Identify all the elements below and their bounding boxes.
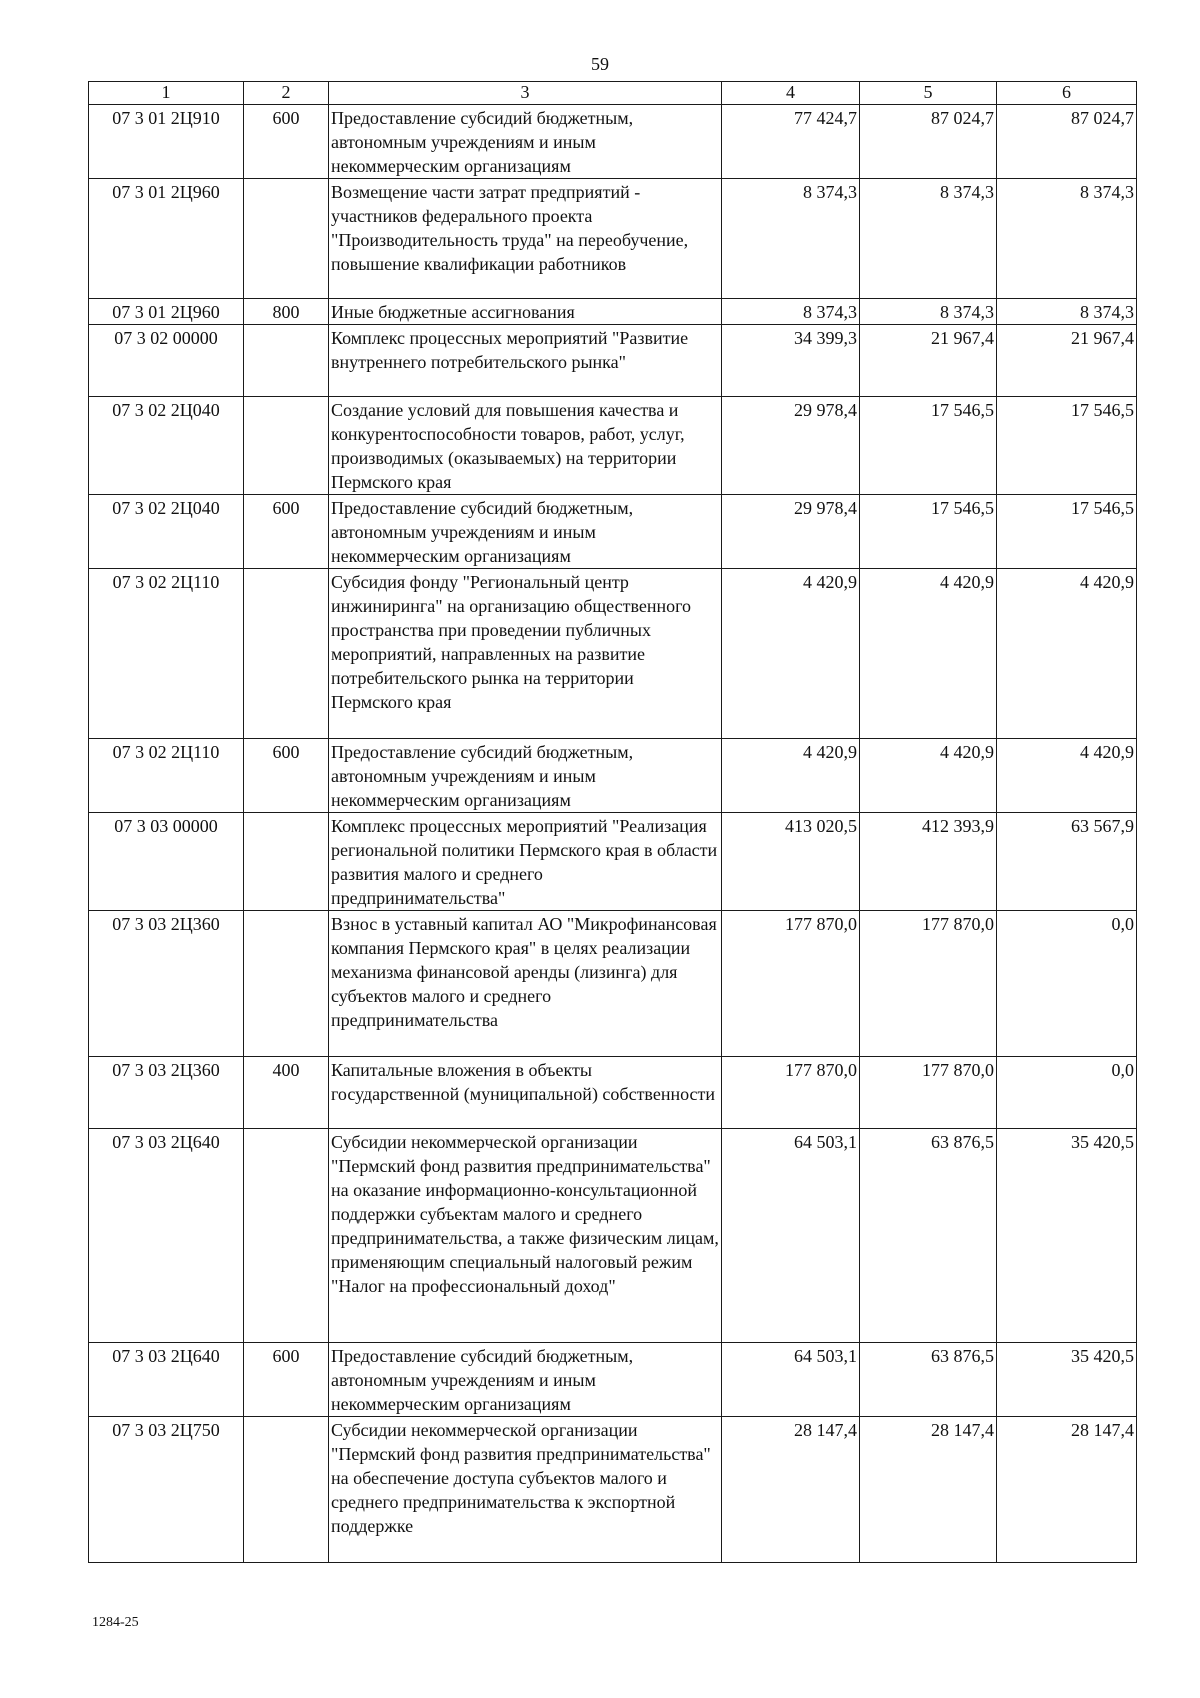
column-header: 6 bbox=[997, 82, 1137, 105]
row-value-col5: 412 393,9 bbox=[860, 813, 997, 911]
row-code: 07 3 01 2Ц960 bbox=[89, 179, 244, 299]
row-code: 07 3 02 2Ц110 bbox=[89, 739, 244, 813]
row-value-col6: 28 147,4 bbox=[997, 1417, 1137, 1563]
header-row bbox=[89, 82, 1137, 105]
row-name: Предоставление субсидий бюджетным, автономным учреждениям и иным некоммерческим организациям bbox=[329, 105, 722, 179]
table-row bbox=[89, 299, 1137, 325]
row-expense-type bbox=[244, 911, 329, 1057]
column-header: 2 bbox=[244, 82, 329, 105]
row-expense-type: 800 bbox=[244, 299, 329, 325]
row-expense-type bbox=[244, 569, 329, 739]
column-header: 3 bbox=[329, 82, 722, 105]
row-value-col4: 4 420,9 bbox=[722, 739, 860, 813]
column-header: 5 bbox=[860, 82, 997, 105]
row-code: 07 3 03 2Ц640 bbox=[89, 1343, 244, 1417]
row-name: Иные бюджетные ассигнования bbox=[329, 299, 722, 325]
row-name: Предоставление субсидий бюджетным, автономным учреждениям и иным некоммерческим организациям bbox=[329, 495, 722, 569]
row-code: 07 3 01 2Ц960 bbox=[89, 299, 244, 325]
row-value-col6: 4 420,9 bbox=[997, 569, 1137, 739]
row-value-col5: 63 876,5 bbox=[860, 1343, 997, 1417]
row-value-col4: 77 424,7 bbox=[722, 105, 860, 179]
row-expense-type bbox=[244, 813, 329, 911]
row-name: Предоставление субсидий бюджетным, автономным учреждениям и иным некоммерческим организациям bbox=[329, 1343, 722, 1417]
row-value-col4: 29 978,4 bbox=[722, 397, 860, 495]
row-value-col6: 17 546,5 bbox=[997, 397, 1137, 495]
row-value-col4: 64 503,1 bbox=[722, 1129, 860, 1343]
row-code: 07 3 03 2Ц360 bbox=[89, 911, 244, 1057]
row-value-col4: 177 870,0 bbox=[722, 1057, 860, 1129]
document-code: 1284-25 bbox=[92, 1615, 139, 1630]
column-header: 1 bbox=[89, 82, 244, 105]
row-code: 07 3 02 2Ц040 bbox=[89, 495, 244, 569]
column-header: 4 bbox=[722, 82, 860, 105]
row-code: 07 3 03 00000 bbox=[89, 813, 244, 911]
row-value-col4: 28 147,4 bbox=[722, 1417, 860, 1563]
row-value-col6: 17 546,5 bbox=[997, 495, 1137, 569]
table-row bbox=[89, 105, 1137, 179]
table-row bbox=[89, 569, 1137, 739]
table-row bbox=[89, 495, 1137, 569]
row-value-col5: 8 374,3 bbox=[860, 299, 997, 325]
row-value-col6: 8 374,3 bbox=[997, 179, 1137, 299]
row-value-col4: 29 978,4 bbox=[722, 495, 860, 569]
table-row bbox=[89, 1417, 1137, 1563]
row-expense-type: 600 bbox=[244, 1343, 329, 1417]
budget-table bbox=[88, 81, 1137, 1563]
row-value-col6: 35 420,5 bbox=[997, 1343, 1137, 1417]
row-value-col6: 0,0 bbox=[997, 1057, 1137, 1129]
row-value-col4: 64 503,1 bbox=[722, 1343, 860, 1417]
row-name: Взнос в уставный капитал АО "Микрофинансовая компания Пермского края" в целях реализации механизма финансовой аренды (лизинга) для субъектов малого и среднего предпринимательства bbox=[329, 911, 722, 1057]
row-expense-type bbox=[244, 397, 329, 495]
row-expense-type: 600 bbox=[244, 495, 329, 569]
row-value-col4: 34 399,3 bbox=[722, 325, 860, 397]
table-row bbox=[89, 1129, 1137, 1343]
row-name: Комплекс процессных мероприятий "Реализация региональной политики Пермского края в области развития малого и среднего предпринимательства" bbox=[329, 813, 722, 911]
row-code: 07 3 02 00000 bbox=[89, 325, 244, 397]
row-value-col5: 4 420,9 bbox=[860, 569, 997, 739]
row-name: Субсидии некоммерческой организации "Пермский фонд развития предпринимательства" на обеспечение доступа субъектов малого и среднего предпринимательства к экспортной поддержке bbox=[329, 1417, 722, 1563]
row-value-col5: 87 024,7 bbox=[860, 105, 997, 179]
row-code: 07 3 02 2Ц110 bbox=[89, 569, 244, 739]
row-name: Создание условий для повышения качества и конкурентоспособности товаров, работ, услуг, производимых (оказываемых) на территории Пермского края bbox=[329, 397, 722, 495]
page-number: 59 bbox=[591, 54, 609, 74]
row-value-col6: 4 420,9 bbox=[997, 739, 1137, 813]
row-value-col5: 17 546,5 bbox=[860, 495, 997, 569]
row-expense-type bbox=[244, 1129, 329, 1343]
row-name: Субсидии некоммерческой организации "Пермский фонд развития предпринимательства" на оказание информационно-консультационной поддержки субъектам малого и среднего предпринимательства, а также физическим лицам, применяющим специальный налоговый режим "Налог на профессиональный доход" bbox=[329, 1129, 722, 1343]
row-expense-type bbox=[244, 1417, 329, 1563]
row-expense-type: 400 bbox=[244, 1057, 329, 1129]
row-name: Возмещение части затрат предприятий - участников федерального проекта "Производительность труда" на переобучение, повышение квалификации работников bbox=[329, 179, 722, 299]
row-code: 07 3 03 2Ц750 bbox=[89, 1417, 244, 1563]
row-value-col5: 177 870,0 bbox=[860, 911, 997, 1057]
row-value-col6: 8 374,3 bbox=[997, 299, 1137, 325]
row-value-col5: 28 147,4 bbox=[860, 1417, 997, 1563]
row-value-col5: 17 546,5 bbox=[860, 397, 997, 495]
row-expense-type bbox=[244, 179, 329, 299]
row-value-col4: 177 870,0 bbox=[722, 911, 860, 1057]
row-value-col5: 21 967,4 bbox=[860, 325, 997, 397]
row-value-col5: 8 374,3 bbox=[860, 179, 997, 299]
row-value-col4: 8 374,3 bbox=[722, 179, 860, 299]
row-value-col6: 35 420,5 bbox=[997, 1129, 1137, 1343]
table-row bbox=[89, 397, 1137, 495]
table-row bbox=[89, 325, 1137, 397]
row-expense-type: 600 bbox=[244, 739, 329, 813]
row-code: 07 3 03 2Ц360 bbox=[89, 1057, 244, 1129]
row-value-col6: 87 024,7 bbox=[997, 105, 1137, 179]
row-code: 07 3 01 2Ц910 bbox=[89, 105, 244, 179]
row-expense-type bbox=[244, 325, 329, 397]
row-code: 07 3 03 2Ц640 bbox=[89, 1129, 244, 1343]
row-name: Капитальные вложения в объекты государственной (муниципальной) собственности bbox=[329, 1057, 722, 1129]
row-value-col6: 0,0 bbox=[997, 911, 1137, 1057]
row-code: 07 3 02 2Ц040 bbox=[89, 397, 244, 495]
row-value-col5: 63 876,5 bbox=[860, 1129, 997, 1343]
row-value-col4: 413 020,5 bbox=[722, 813, 860, 911]
row-value-col5: 177 870,0 bbox=[860, 1057, 997, 1129]
row-name: Субсидия фонду "Региональный центр инжиниринга" на организацию общественного пространства при проведении публичных мероприятий, направленных на развитие потребительского рынка на территории Пермского края bbox=[329, 569, 722, 739]
row-value-col6: 63 567,9 bbox=[997, 813, 1137, 911]
row-value-col4: 8 374,3 bbox=[722, 299, 860, 325]
row-name: Предоставление субсидий бюджетным, автономным учреждениям и иным некоммерческим организациям bbox=[329, 739, 722, 813]
table-row bbox=[89, 813, 1137, 911]
row-value-col6: 21 967,4 bbox=[997, 325, 1137, 397]
row-expense-type: 600 bbox=[244, 105, 329, 179]
row-value-col4: 4 420,9 bbox=[722, 569, 860, 739]
table-row bbox=[89, 1343, 1137, 1417]
table-row bbox=[89, 179, 1137, 299]
row-name: Комплекс процессных мероприятий "Развитие внутреннего потребительского рынка" bbox=[329, 325, 722, 397]
table-row bbox=[89, 739, 1137, 813]
table-row bbox=[89, 1057, 1137, 1129]
table-row bbox=[89, 911, 1137, 1057]
row-value-col5: 4 420,9 bbox=[860, 739, 997, 813]
